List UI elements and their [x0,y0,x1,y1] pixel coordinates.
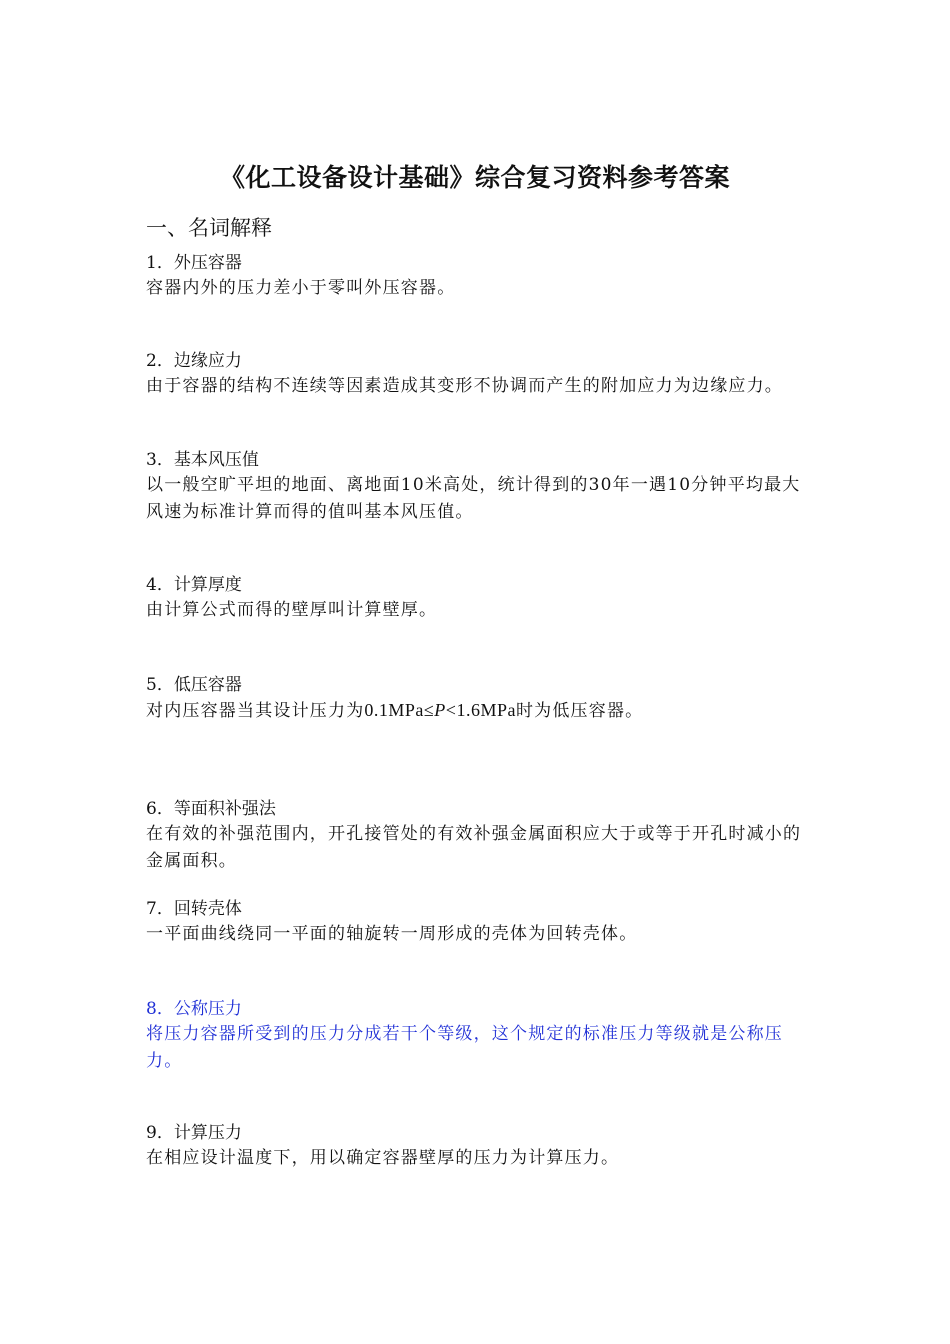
pressure-formula [364,700,516,720]
term-definition: 一平面曲线绕同一平面的轴旋转一周形成的壳体为回转壳体。 [146,924,638,944]
term-definition: 在有效的补强范围内，开孔接管处的有效补强金属面积应大于或等于开孔时减小的金属面积。 [146,824,802,871]
definition-text-before: 对内压容器当其设计压力为 [146,701,365,721]
formula-variable: P [434,700,446,720]
term-label: 4．计算厚度 [146,575,242,595]
term-item-8 [146,997,816,1075]
term-label: 5．低压容器 [146,675,242,695]
term-item-9 [146,1121,816,1172]
term-definition: 以一般空旷平坦的地面、离地面10米高处，统计得到的30年一遇10分钟平均最大风速为标准计算而得的值叫基本风压值。 [146,475,801,522]
term-definition: 容器内外的压力差小于零叫外压容器。 [146,278,456,298]
term-item-2 [146,349,816,400]
term-item-1 [146,251,816,302]
term-definition: 由计算公式而得的壁厚叫计算壁厚。 [146,600,438,620]
term-item-5 [146,673,816,725]
term-definition: 在相应设计温度下，用以确定容器壁厚的压力为计算压力。 [146,1148,620,1168]
document-title: 《化工设备设计基础》综合复习资料参考答案 [219,163,730,192]
term-definition: 由于容器的结构不连续等因素造成其变形不协调而产生的附加应力为边缘应力。 [146,376,783,396]
term-item-3 [146,448,816,526]
term-label: 7．回转壳体 [146,899,242,919]
term-label: 9．计算压力 [146,1123,242,1143]
term-label: 1．外压容器 [146,253,242,273]
term-label: 8．公称压力 [146,999,242,1019]
definition-text-after: 时为低压容器。 [515,701,644,721]
term-definition: 将压力容器所受到的压力分成若干个等级，这个规定的标准压力等级就是公称压力。 [146,1024,783,1071]
section-heading: 一、名词解释 [146,216,272,240]
term-label: 6．等面积补强法 [146,799,276,819]
term-item-4 [146,573,816,624]
formula-left: 0.1MPa≤ [364,700,435,720]
term-item-7 [146,897,816,948]
term-label: 3．基本风压值 [146,450,259,470]
term-item-6 [146,797,816,875]
term-label: 2．边缘应力 [146,351,242,371]
term-definition [146,697,816,725]
formula-right: <1.6MPa [445,700,516,720]
